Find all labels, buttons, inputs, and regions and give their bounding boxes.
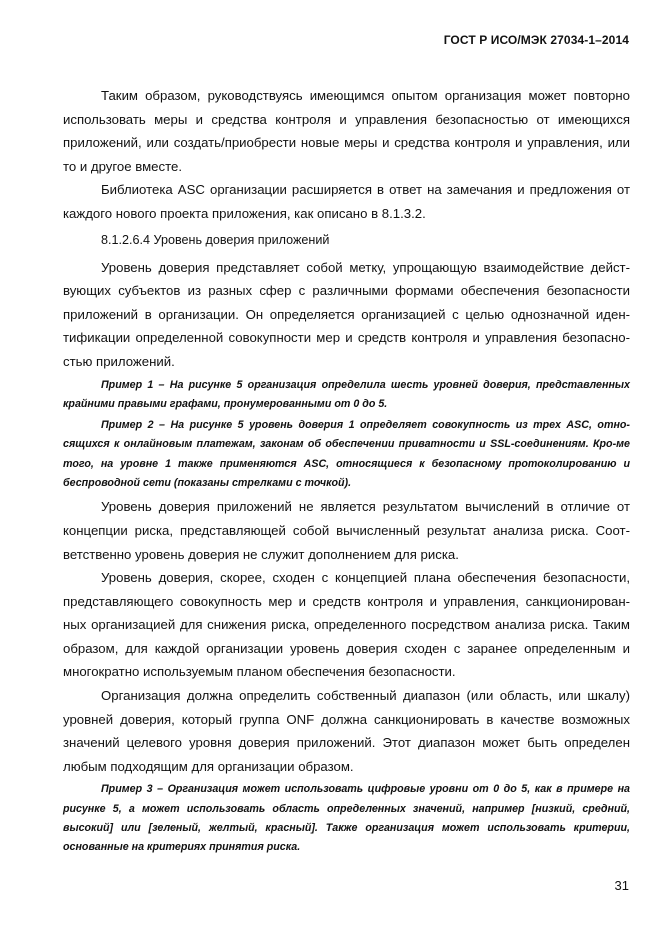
paragraph-trust-vs-risk: Уровень доверия приложений не является результатом вычислений в отличие от концепции риска, представляющей собой вычисленный результат анализа риска. Соот-ветственно уровень доверия не служит дополнением для риска. <box>63 499 630 562</box>
standard-header: ГОСТ Р ИСО/МЭК 27034-1–2014 <box>443 33 629 47</box>
paragraph-trust-range: Организация должна определить собственный диапазон (или область, или шкалу) уровней доверия, который группа ONF должна санкционировать в качестве возможных значений целевого уровня доверия приложений. Этот диапазон может быть определен любым подходящим для организации образом. <box>63 688 630 774</box>
example-note-1: Пример 1 – На рисунке 5 организация определила шесть уровней доверия, представленных крайними правыми графами, пронумерованными от 0 до 5. <box>63 378 630 410</box>
paragraph-asc-library: Библиотека ASC организации расширяется в ответ на замечания и предложения от каждого нового проекта приложения, как описано в 8.1.3.2. <box>63 182 630 221</box>
example-note-3: Пример 3 – Организация может использовать цифровые уровни от 0 до 5, как в примере на рисунке 5, а может использовать область определенных значений, например [низкий, средний, высокий] или [зеленый, желтый, красный]. Также организация может использовать критерии, основанные на критериях принятия риска. <box>63 783 630 854</box>
page-number: 31 <box>614 878 629 893</box>
paragraph-trust-level-definition: Уровень доверия представляет собой метку, упрощающую взаимодействие дейст-вующих субъектов из разных сфер с различными формами обеспечения безопасности приложений в организации. Он определяется организацией с целью однозначной иден-тификации определенной совокупности мер и средств контроля и управления безопасно-стью приложений. <box>63 259 630 369</box>
paragraph-security-plan: Уровень доверия, скорее, сходен с концепцией плана обеспечения безопасности, представляющего совокупность мер и средств контроля и управления, санкционирован-ных организацией для снижения риска, определенного посредством анализа риска. Таким образом, для каждой организации уровень доверия сходен с заранее определенным и многократно используемым планом обеспечения безопасности. <box>63 570 630 680</box>
section-heading: 8.1.2.6.4 Уровень доверия приложений <box>101 232 330 247</box>
document-body <box>63 84 630 860</box>
paragraph-reuse-controls: Таким образом, руководствуясь имеющимся опытом организация может повторно использовать меры и средства контроля и управления безопасностью от имеющихся приложений, или создать/приобрести новые меры и средства контроля и управления, или то и другое вместе. <box>63 88 630 174</box>
example-note-2: Пример 2 – На рисунке 5 уровень доверия 1 определяет совокупность из трех ASC, отно-сящихся к онлайновым платежам, законам об обеспечении приватности и SSL-соединениям. Кро-ме того, на уровне 1 также применяются ASC, относящиеся к безопасному протоколированию и беспроводной сети (показаны стрелками с точкой). <box>63 419 630 490</box>
